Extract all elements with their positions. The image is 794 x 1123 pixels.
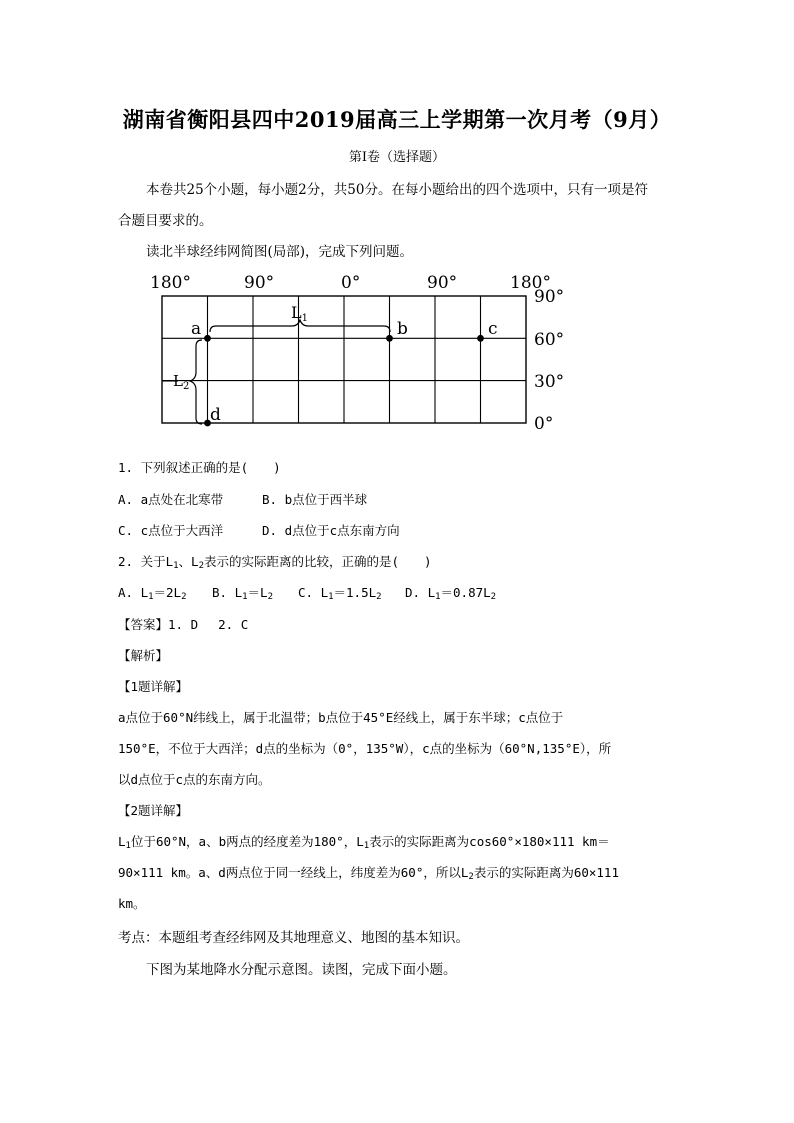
detail1-heading: 【1题详解】 xyxy=(118,679,189,694)
intro-line-1: 本卷共25个小题，每小题2分，共50分。在每小题给出的四个选项中，只有一项是符 xyxy=(146,182,648,198)
lat-label-60: 60° xyxy=(534,330,565,350)
section-heading: 第Ⅰ卷（选择题） xyxy=(348,150,446,165)
next-question-intro: 下图为某地降水分配示意图。读图，完成下面小题。 xyxy=(146,962,457,978)
intro-line-2: 合题目要求的。 xyxy=(118,213,213,229)
point-b-label: b xyxy=(397,319,408,339)
l2-brace xyxy=(190,340,202,424)
q2-stem: 2. 关于$L_1$、$L_2$表示的实际距离的比较，正确的是( ) xyxy=(118,554,432,571)
detail1-line-2: 150°E，不位于大西洋；d点的坐标为（0°，135°W），c点的坐标为（60°N,135°E），所 xyxy=(118,741,612,756)
lon-label-0: 0° xyxy=(341,273,361,293)
q1-option-a: A. a点处在北寒带 xyxy=(118,492,224,507)
l1-label: L1 xyxy=(291,303,308,324)
point-a xyxy=(204,335,211,342)
q2-option-c: C. $L_1=1.5L_2$ xyxy=(298,585,382,602)
detail2-heading: 【2题详解】 xyxy=(118,803,189,818)
lon-label-90e: 90° xyxy=(427,273,458,293)
answer-line: 【答案】1. D 2. C xyxy=(118,617,249,632)
lon-label-180w: 180° xyxy=(150,273,191,293)
detail1-line-3: 以d点位于c点的东南方向。 xyxy=(118,772,271,787)
detail2-line-2: 90×111 km。a、d两点位于同一经线上，纬度差为60°，所以$L_2$表示的实际距离为60×111 xyxy=(118,865,619,882)
point-a-label: a xyxy=(191,319,202,339)
read-map-instruction: 读北半球经纬网简图(局部)，完成下列问题。 xyxy=(146,244,414,260)
l2-label: $L_2$ xyxy=(173,372,190,392)
lon-label-90w: 90° xyxy=(244,273,275,293)
detail2-line-1: $L_1$位于60°N，a、b两点的经度差为180°，$L_1$表示的实际距离为cos60°×180×111 km＝ xyxy=(118,834,610,851)
page-title: 湖南省衡阳县四中2019届高三上学期第一次月考（9月） xyxy=(122,107,672,132)
q1-option-d: D. d点位于c点东南方向 xyxy=(262,523,400,538)
detail2-line-3: km。 xyxy=(118,896,146,911)
point-c-label: c xyxy=(488,319,498,339)
analysis-heading: 【解析】 xyxy=(118,648,169,663)
lat-label-0: 0° xyxy=(534,414,554,434)
q1-option-c: C. c点位于大西洋 xyxy=(118,523,224,538)
q2-option-a: A. $L_1=2L_2$ xyxy=(118,585,187,602)
lat-label-90: 90° xyxy=(534,287,565,307)
meridian-lines xyxy=(208,296,481,423)
point-b xyxy=(386,335,393,342)
kaodian-line: 考点：本题组考查经纬网及其地理意义、地图的基本知识。 xyxy=(118,930,469,946)
q2-option-d: D. $L_1=0.87L_2$ xyxy=(405,585,497,602)
q1-stem: 1. 下列叙述正确的是( ) xyxy=(118,460,281,475)
graticule-figure xyxy=(140,268,580,434)
q1-option-b: B. b点位于西半球 xyxy=(262,492,368,507)
point-d-label: d xyxy=(210,405,221,425)
detail1-line-1: a点位于60°N纬线上，属于北温带；b点位于45°E经线上，属于东半球；c点位于 xyxy=(118,710,564,725)
lon-label-180e: 180° xyxy=(510,273,551,293)
lat-label-30: 30° xyxy=(534,372,565,392)
q2-option-b: B. $L_1=L_2$ xyxy=(212,585,273,602)
point-c xyxy=(477,335,484,342)
